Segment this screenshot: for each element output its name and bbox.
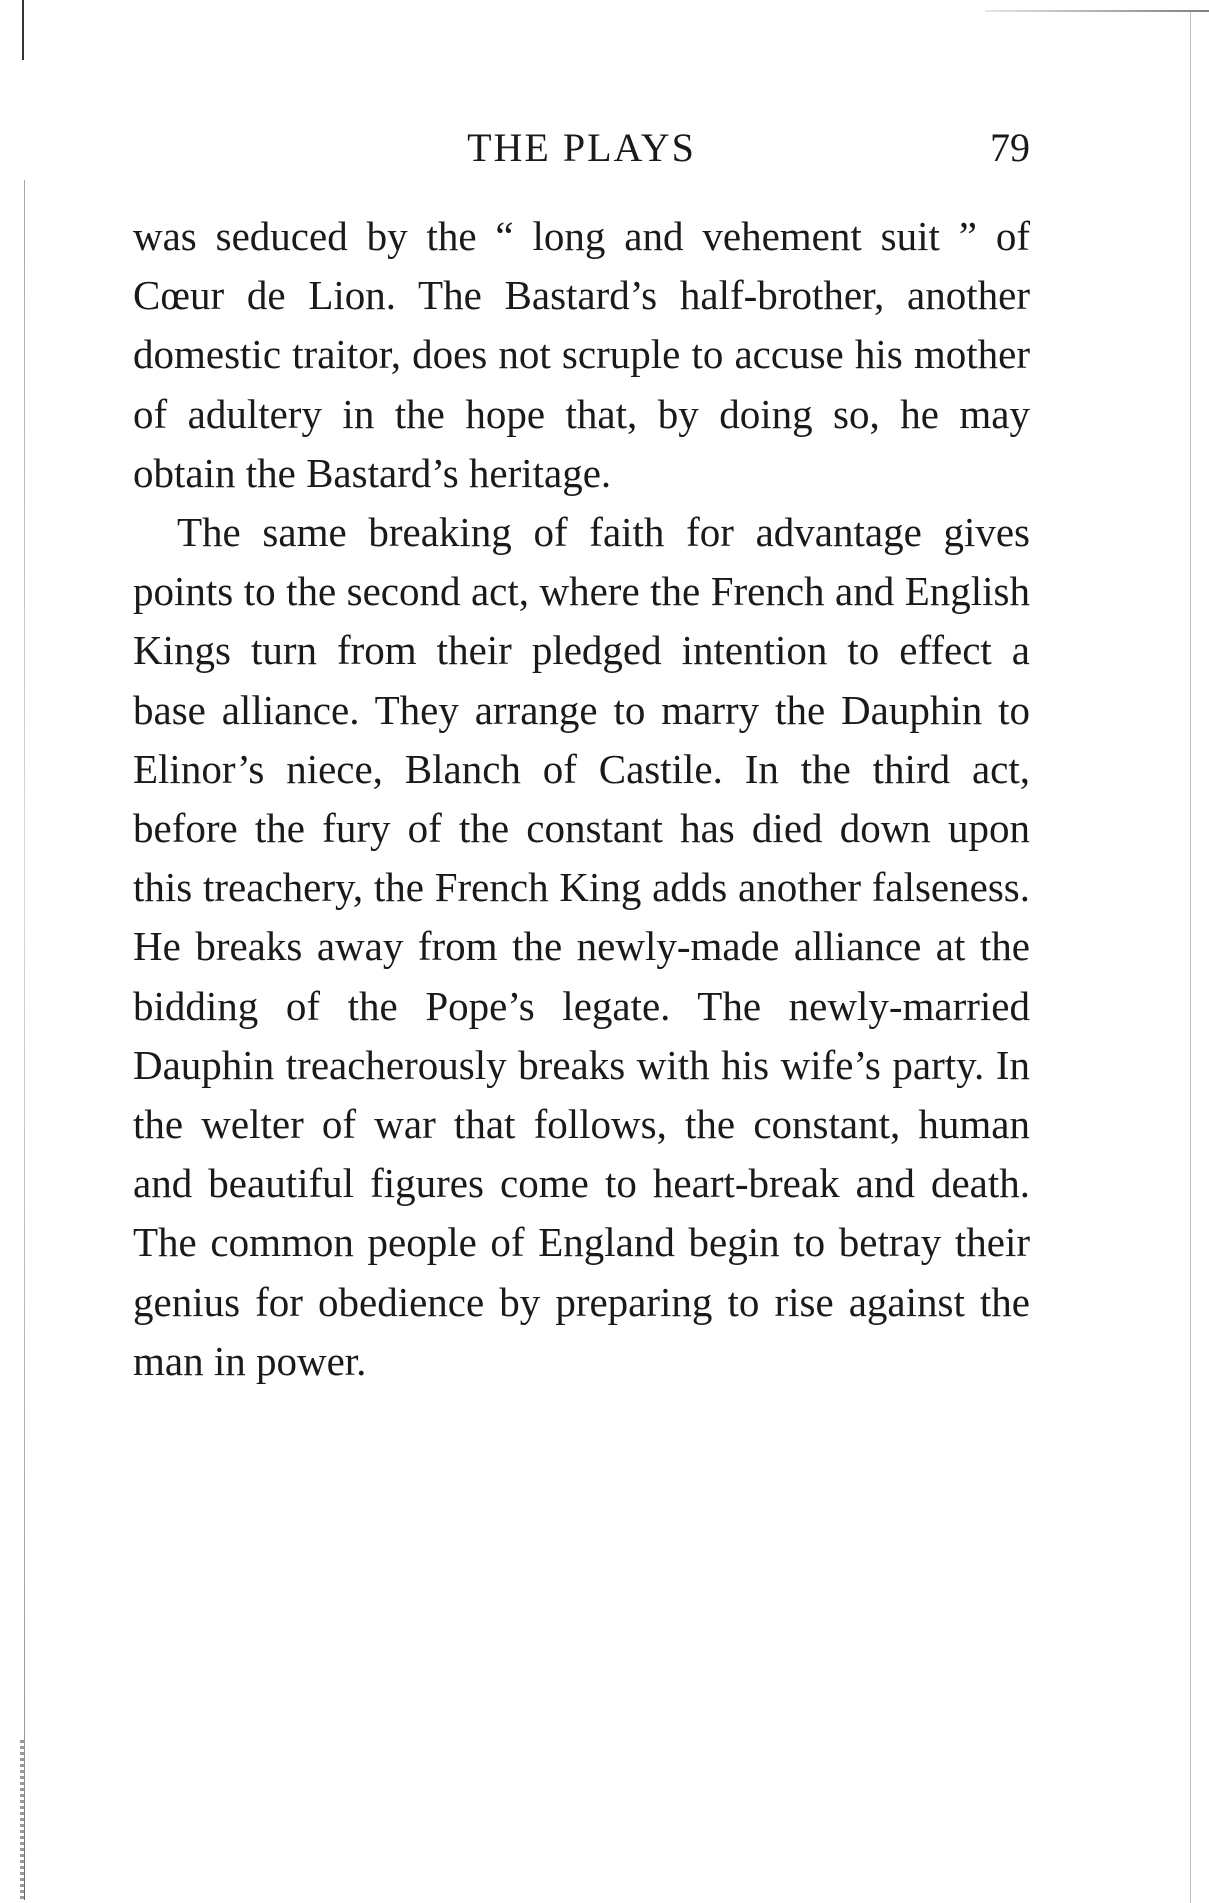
scan-edge-artifact [20, 1740, 24, 1900]
scan-edge-artifact [985, 10, 1209, 12]
body-text [133, 207, 1030, 1391]
page-number: 79 [990, 125, 1030, 170]
page-header [133, 123, 1030, 173]
running-head: THE PLAYS [467, 125, 696, 170]
scan-edge-artifact [1190, 12, 1191, 1903]
scan-edge-artifact [24, 180, 25, 1900]
scan-edge-artifact [22, 0, 24, 60]
paragraph: The same breaking of faith for advantage gives points to the second act, where the French and English Kings turn from their pledged intention to effect a base alliance. They arrange to marry the Dauphin to Elinor’s niece, Blanch of Castile. In the third act, before the fury of the constant has died down upon this treachery, the French King adds another falseness. He breaks away from the newly-made alliance at the bidding of the Pope’s legate. The newly-married Dauphin treacherously breaks with his wife’s party. In the welter of war that follows, the constant, human and beautiful figures come to heart-break and death. The common people of England begin to betray their genius for obedience by preparing to rise against the man in power. [133, 509, 1030, 1384]
paragraph-continued: was seduced by the “ long and vehement suit ” of Cœur de Lion. The Bastard’s half-brother, another domestic traitor, does not scruple to accuse his mother of adultery in the hope that, by doing so, he may obtain the Bastard’s heritage. [133, 213, 1030, 496]
